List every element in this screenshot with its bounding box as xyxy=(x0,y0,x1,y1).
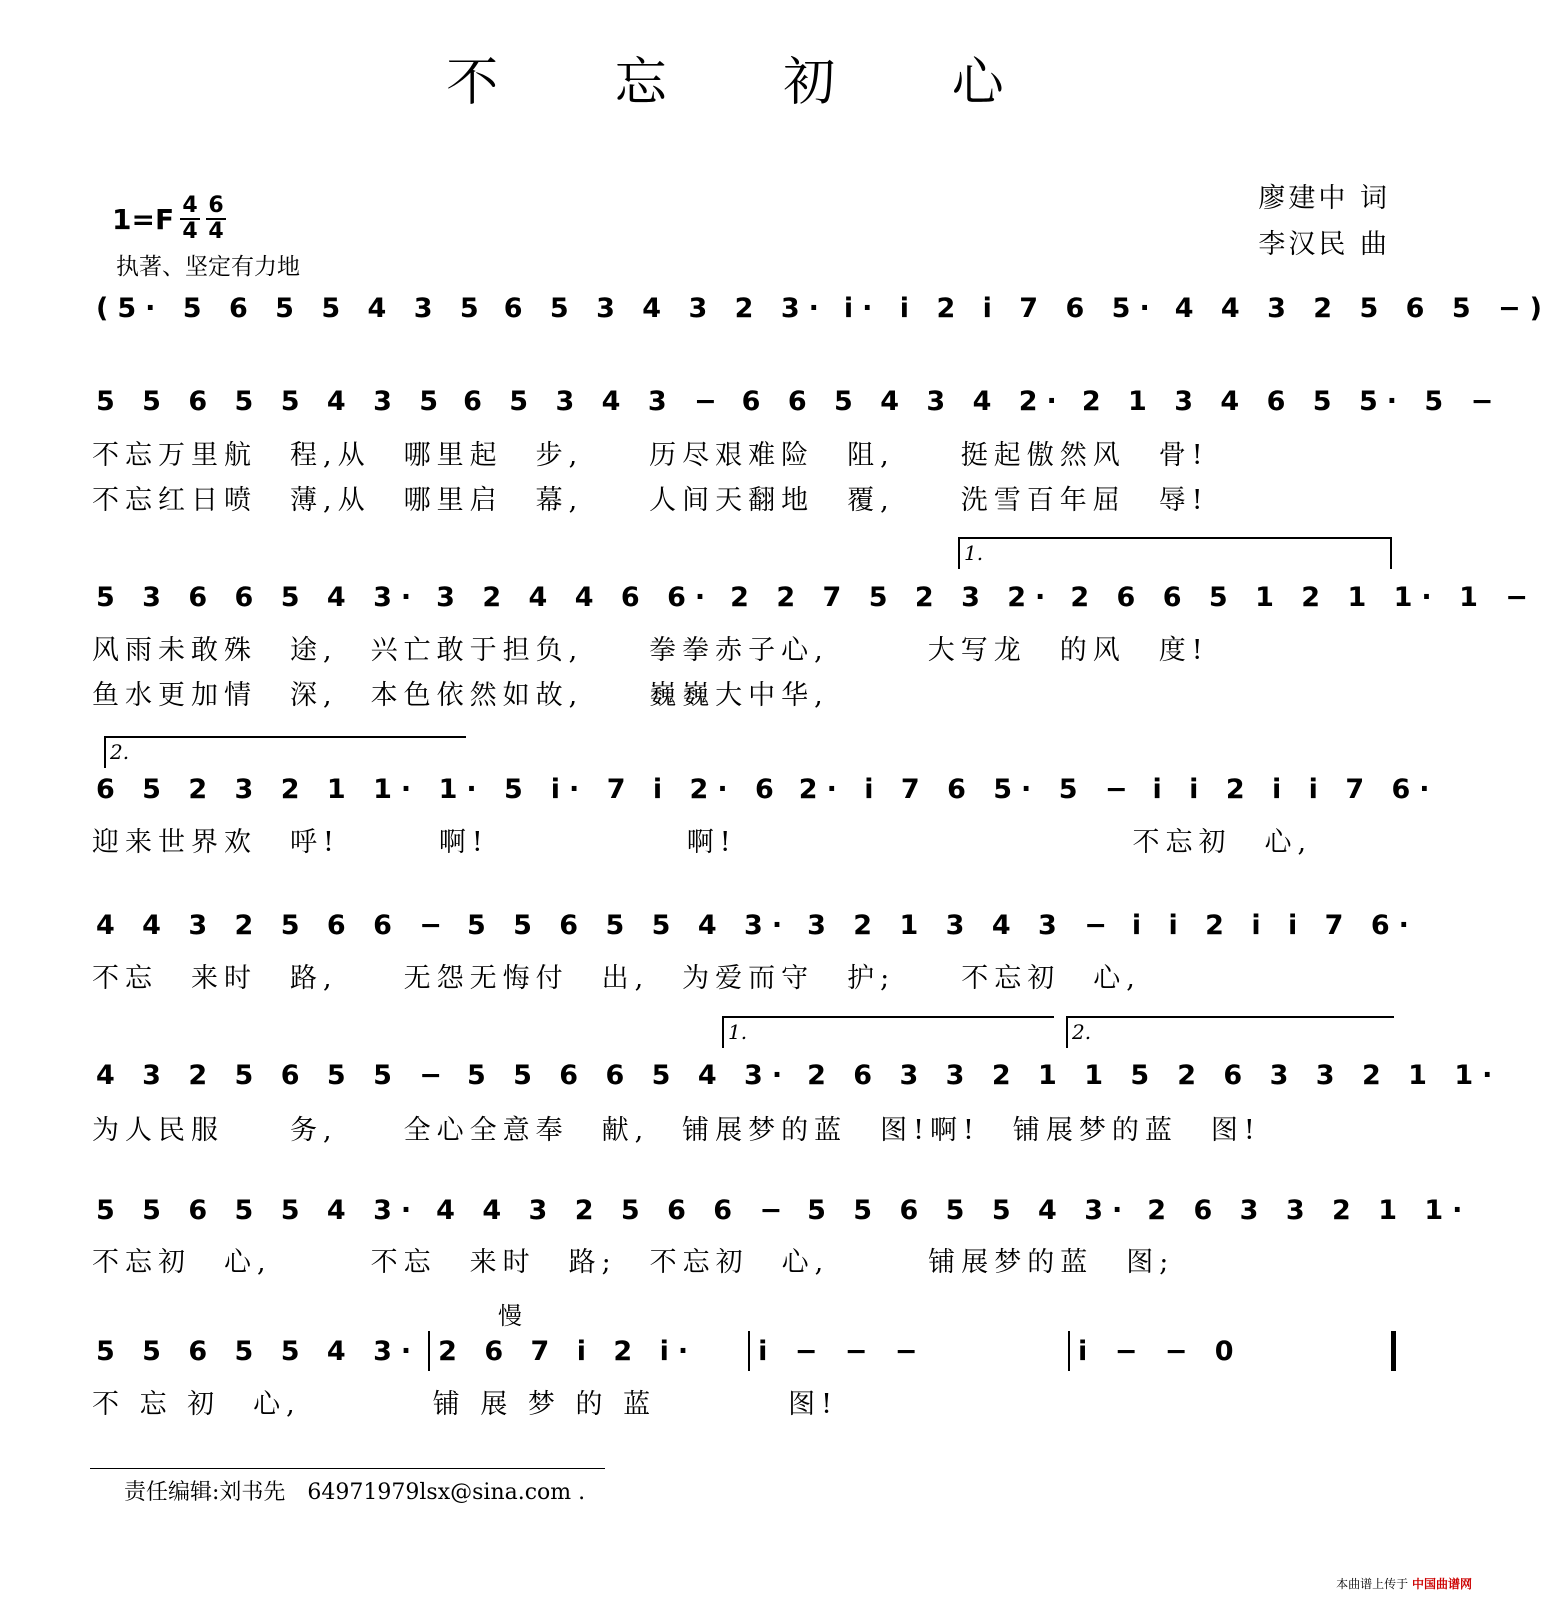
lyric-line: 不忘万里航 程,从 哪里起 步, 历尽艰难险 阻, 挺起傲然风 骨! xyxy=(92,440,1209,471)
measure: 5 5 6 5 5 4 3· xyxy=(807,1194,1132,1226)
volta-1: 1. xyxy=(958,537,1392,569)
measure: 4 4 3 2 5 6 6 − xyxy=(96,909,451,941)
measure: 4 4 3 2 5 6 6 − xyxy=(436,1194,792,1226)
measure: (5· 5 6 5 5 4 3 5 xyxy=(96,292,488,324)
notation-line-2 xyxy=(96,574,1537,620)
composer: 李汉民 曲 xyxy=(1258,229,1390,260)
measure: 2 1 3 4 6 5 5· 5 − xyxy=(1081,385,1503,417)
notation-line-3 xyxy=(96,766,1439,812)
measure: 3 2 4 4 6 6· xyxy=(436,581,715,613)
measure: 3 2 1 3 4 3 − xyxy=(807,909,1116,941)
meter-1: $\frac{4}{4}$ xyxy=(180,195,200,243)
measure: 6 5 3 4 3 − xyxy=(463,385,726,417)
site-logo[interactable]: 中国曲谱网 xyxy=(1411,1577,1472,1591)
meter-2: $\frac{6}{4}$ xyxy=(206,195,226,243)
measure: 2 6 3 3 2 1 1 5 xyxy=(807,1059,1159,1091)
editor-credit: 责任编辑:刘书先 64971979lsx@sina.com . xyxy=(90,1468,605,1506)
lyric-line: 鱼水更加情 深, 本色依然如故, 巍巍大中华, xyxy=(92,680,829,711)
measure: 4 3 2 5 6 5 5 − xyxy=(96,1059,451,1091)
measure: i· i 2 i 7 6 5· xyxy=(843,292,1159,324)
measure: 2 6 3 3 2 1 1· xyxy=(1177,1059,1502,1091)
volta-1b: 1. xyxy=(722,1016,1054,1048)
lyric-line: 不忘红日喷 薄,从 哪里启 幕, 人间天翻地 覆, 洗雪百年屈 辱! xyxy=(92,485,1209,516)
lyric-line: 不忘初 心, 不忘 来时 路; 不忘初 心, 铺展梦的蓝 图; xyxy=(92,1247,1175,1278)
measure: 5 5 6 5 5 4 3· xyxy=(96,1335,421,1367)
measure: i − − 0 xyxy=(1078,1335,1243,1367)
notation-line-7 xyxy=(96,1328,1396,1374)
measure: i· 7 i 2· 6 xyxy=(550,773,783,805)
measure: 2 6 6 5 1 2 1 1· 1 − xyxy=(1070,581,1537,613)
notation-line-5 xyxy=(96,1052,1502,1098)
lyricist: 廖建中 词 xyxy=(1258,183,1390,214)
measure: 2 6 3 3 2 1 1· xyxy=(1147,1194,1472,1226)
lyric-line: 风雨未敢殊 途, 兴亡敢于担负, 拳拳赤子心, 大写龙 的风 度! xyxy=(92,635,1209,666)
measure: i i 2 i i 7 6· xyxy=(1131,909,1418,941)
lyric-line: 迎来世界欢 呼! 啊! 啊! 不忘初 心, xyxy=(92,827,1313,858)
measure: 6 5 2 3 2 1 1· 1· 5 xyxy=(96,773,532,805)
lyric-line: 为人民服 务, 全心全意奉 献, 铺展梦的蓝 图!啊! 铺展梦的蓝 图! xyxy=(92,1115,1261,1146)
volta-2: 2. xyxy=(104,736,466,768)
measure: 5 5 6 5 5 4 3 5 xyxy=(96,385,448,417)
lyric-line: 不 忘 初 心, 铺 展 梦 的 蓝 图! xyxy=(92,1389,838,1420)
notation-line-intro xyxy=(96,285,1551,331)
volta-2b: 2. xyxy=(1066,1016,1394,1048)
measure: i − − − xyxy=(758,1335,927,1367)
notation-line-6 xyxy=(96,1187,1472,1233)
measure: 5 5 6 6 5 4 3· xyxy=(466,1059,792,1091)
upload-footer: 本曲谱上传于 中国曲谱网 xyxy=(1336,1577,1472,1591)
key-text: 1=F xyxy=(112,202,175,236)
key-signature xyxy=(112,195,226,243)
measure: 5 5 6 5 5 4 3· xyxy=(96,1194,421,1226)
measure: i i 2 i i 7 6· xyxy=(1152,773,1439,805)
notation-line-1 xyxy=(96,378,1503,424)
measure: 5 3 6 6 5 4 3· xyxy=(96,581,421,613)
notation-line-4 xyxy=(96,902,1418,948)
measure: 2· i 7 6 5· 5 − xyxy=(798,773,1137,805)
tempo-marking: 执著、坚定有力地 xyxy=(116,254,300,280)
measure: 2 2 7 5 2 3 2· xyxy=(730,581,1055,613)
measure: 4 4 3 2 5 6 5 −) xyxy=(1174,292,1551,324)
lyric-line: 不忘 来时 路, 无怨无悔付 出, 为爱而守 护; 不忘初 心, xyxy=(92,963,1141,994)
measure: 6 6 5 4 3 4 2· xyxy=(741,385,1066,417)
slow-marking: 慢 xyxy=(498,1302,522,1330)
measure: 2 6 7 i 2 i· xyxy=(438,1335,698,1367)
song-title: 不 忘 初 心 xyxy=(446,53,1054,113)
measure: 5 5 6 5 5 4 3· xyxy=(466,909,792,941)
measure: 6 5 3 4 3 2 3· xyxy=(503,292,828,324)
